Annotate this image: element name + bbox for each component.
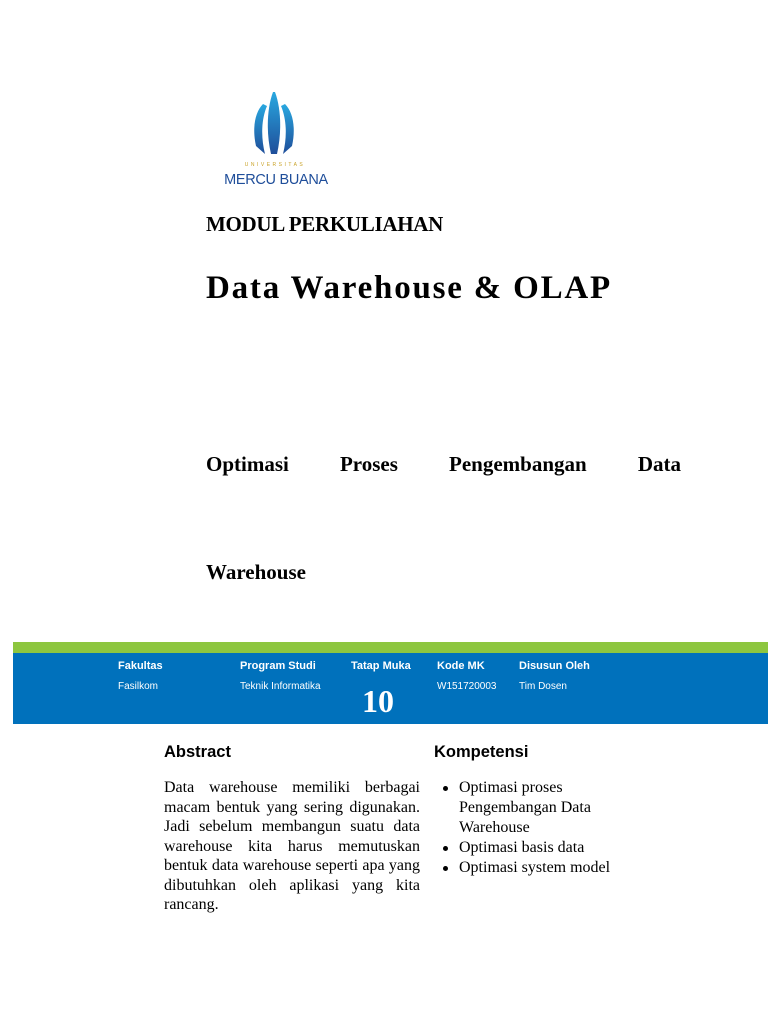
logo-university-label: UNIVERSITAS	[244, 162, 306, 168]
list-item	[437, 778, 637, 838]
topic-title-line2: Warehouse	[206, 560, 306, 584]
university-logo	[205, 88, 343, 192]
abstract-text: Data warehouse memiliki berbagai macam bentuk yang sering digunakan. Jadi sebelum membangun suatu data warehouse kita harus memutuskan bentuk data warehouse seperti apa yang dibutuhkan oleh aplikasi yang kita rancang.	[164, 779, 420, 913]
bullet-icon	[443, 866, 448, 871]
bullet-icon	[443, 846, 448, 851]
tatap-muka-value: 10	[362, 683, 394, 719]
kompetensi-list	[437, 778, 637, 878]
disusun-oleh-value: Tim Dosen	[519, 681, 567, 692]
kode-mk-value: W151720003	[437, 681, 497, 692]
kompetensi-item-text: Optimasi proses Pengembangan Data Warehouse	[459, 779, 591, 836]
kompetensi-item-text: Optimasi system model	[459, 859, 611, 876]
list-item	[437, 838, 637, 858]
topic-title-line1: Optimasi Proses Pengembangan Data	[206, 452, 681, 476]
fakultas-value: Fasilkom	[118, 681, 159, 692]
course-title: Data Warehouse & OLAP	[206, 270, 613, 306]
mercu-buana-emblem-icon	[205, 88, 343, 162]
program-studi-value: Teknik Informatika	[240, 681, 321, 692]
list-item	[437, 858, 637, 878]
modul-heading: MODUL PERKULIAHAN	[206, 212, 443, 236]
tatap-muka-label: Tatap Muka	[351, 660, 411, 672]
kompetensi-item-text: Optimasi basis data	[459, 839, 585, 856]
kode-mk-label: Kode MK	[437, 660, 485, 672]
program-studi-label: Program Studi	[240, 660, 316, 672]
abstract-heading: Abstract	[164, 743, 231, 761]
logo-university-name: MERCU BUANA	[224, 172, 328, 188]
bullet-icon	[443, 786, 448, 791]
green-divider	[13, 642, 768, 653]
kompetensi-heading: Kompetensi	[434, 743, 529, 761]
disusun-oleh-label: Disusun Oleh	[519, 660, 590, 672]
fakultas-label: Fakultas	[118, 660, 163, 672]
